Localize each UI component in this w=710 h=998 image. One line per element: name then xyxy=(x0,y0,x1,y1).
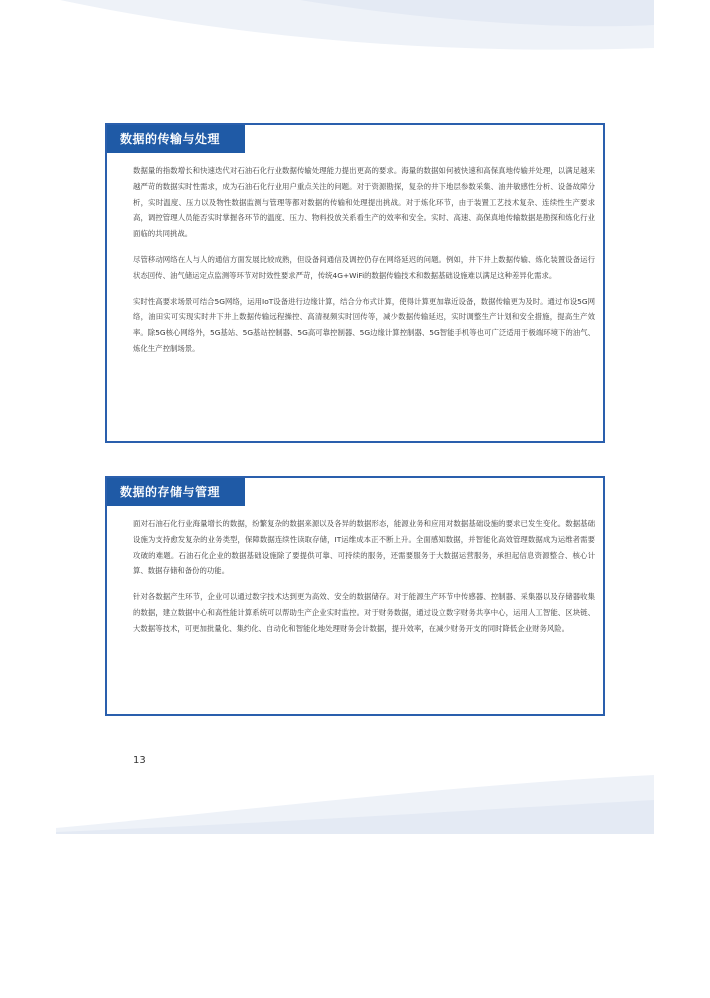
top-wave-decoration xyxy=(0,0,710,60)
bottom-wave-decoration xyxy=(0,770,710,840)
paragraph: 尽管移动网络在人与人的通信方面发展比较成熟，但设备间通信及调控仍存在网络延迟的问题。例如，井下井上数据传输、炼化装置设备运行状态回传、油气储运定点监测等环节对时效性要求严苛，传统4G+WiFi的数据传输技术和数据基础设施难以满足这种差异化需求。 xyxy=(133,254,595,280)
section-body xyxy=(133,163,595,367)
paragraph: 数据量的指数增长和快速迭代对石油石化行业数据传输处理能力提出更高的要求。海量的数据如何被快速和高保真地传输并处理，以满足越来越严苛的数据实时性需求，成为石油石化行业用户重点关注的问题。对于资源勘探，复杂的井下地层参数采集、油井敏感性分析、设备故障分析，实时温度、压力以及物性数据监测与管理等都对数据的传输和处理提出挑战。对于炼化环节，由于装置工艺技术复杂、连续性生产要求高，调控管理人员能否实时掌握各环节的温度、压力、物料投放关系看生产的效率和安全。实时、高速、高保真地传输数据是勘探和炼化行业面临的共同挑战。 xyxy=(133,166,595,239)
section-data-storage xyxy=(105,476,605,716)
section-title: 数据的传输与处理 xyxy=(107,125,245,153)
section-data-transmission xyxy=(105,123,605,443)
paragraph: 实时性高要求场景可结合5G网络，运用IoT设备进行边缘计算，结合分布式计算，使得计算更加靠近设备，数据传输更为及时。通过布设5G网络，油田实可实现实时井下井上数据传输远程操控、高清视频实时回传等，减少数据传输延迟，实时调整生产计划和安全措施，提高生产效率。除5G核心网络外，5G基站、5G基站控制器、5G高可靠控制器、5G边缘计算控制器、5G智能手机等也可广泛适用于极端环境下的油气、炼化生产控制场景。 xyxy=(133,296,595,353)
section-title: 数据的存储与管理 xyxy=(107,478,245,506)
page-number: 13 xyxy=(133,755,146,766)
paragraph: 面对石油石化行业海量增长的数据，纷繁复杂的数据来源以及各异的数据形态，能源业务和应用对数据基础设施的要求已发生变化。数据基础设施为支持愈发复杂的业务类型，保障数据连续性读取存储，IT运维成本正不断上升。全面感知数据，并智能化高效管理数据成为运维者需要攻破的难题。石油石化企业的数据基础设施除了要提供可靠、可持续的服务，还需要服务于大数据运营服务，承担起信息资源整合、核心计算、数据存储和备份的功能。 xyxy=(133,519,595,576)
paragraph: 针对各数据产生环节，企业可以通过数字技术达到更为高效、安全的数据储存。对于能源生产环节中传感器、控制器、采集器以及存储器收集的数据，建立数据中心和高性能计算系统可以帮助生产企业实时监控。对于财务数据，通过设立数字财务共享中心，运用人工智能、区块链、大数据等技术，可更加批量化、集约化、自动化和智能化地处理财务会计数据，提升效率，在减少财务开支的同时降低企业财务风险。 xyxy=(133,592,595,633)
section-body xyxy=(133,516,595,647)
